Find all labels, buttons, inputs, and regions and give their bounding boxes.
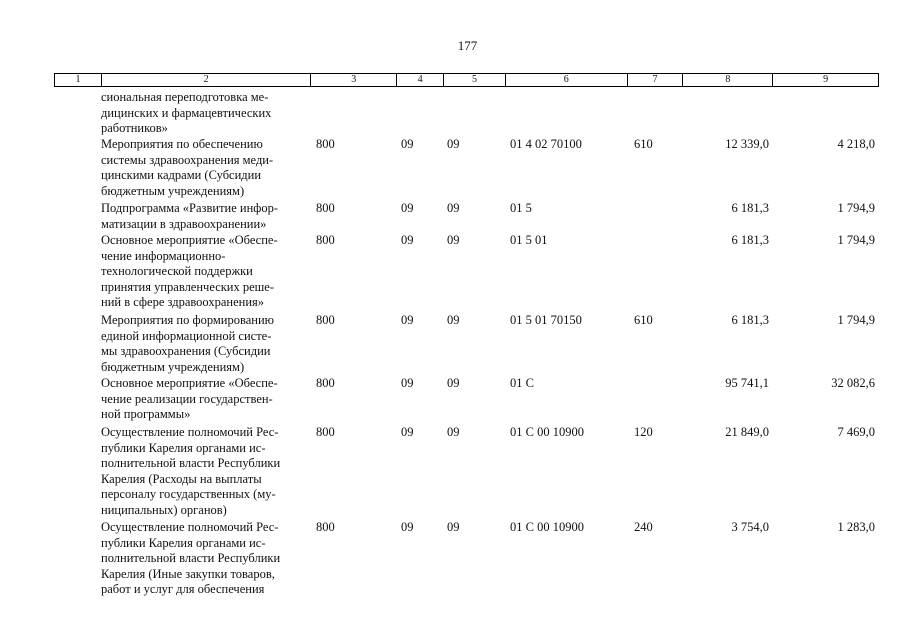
row-description: Мероприятия по обеспечению системы здравоохранения меди- цинскими кадрами (Субсидии бюджетным учреждениям) [101,137,274,198]
row-col7: 610 [634,137,653,151]
row-col8: 12 339,0 [725,137,769,151]
row-col5: 09 [447,201,460,215]
row-col5: 09 [447,137,460,151]
row-col7: 240 [634,520,653,534]
table-header [54,73,879,87]
row-col5: 09 [447,425,460,439]
column-header: 7 [628,74,684,86]
row-col3: 800 [316,425,335,439]
row-col3: 800 [316,201,335,215]
row-col3: 800 [316,233,335,247]
column-header: 2 [102,74,311,86]
row-col4: 09 [401,233,414,247]
column-header: 1 [55,74,102,86]
row-description: сиональная переподготовка ме- дицинских и фармацевтических работников» [101,90,272,136]
row-col9: 1 283,0 [837,520,875,534]
row-col5: 09 [447,313,460,327]
row-col3: 800 [316,520,335,534]
row-col9: 32 082,6 [831,376,875,390]
row-col4: 09 [401,201,414,215]
row-col9: 4 218,0 [837,137,875,151]
column-header: 6 [506,74,628,86]
row-description: Основное мероприятие «Обеспе- чение информационно- технологической поддержки принятия управленческих реше- ний в сфере здравоохранения» [101,233,278,310]
row-col6: 01 4 02 70100 [510,137,582,151]
page-number: 177 [457,38,478,53]
row-col6: 01 С 00 10900 [510,425,584,439]
row-col6: 01 5 01 [510,233,548,247]
row-description: Осуществление полномочий Рес- публики Карелия органами ис- полнительной власти Республики Карелия (Расходы на выплаты персоналу государственных (му- ниципальных) органов) [101,425,281,517]
row-col6: 01 С 00 10900 [510,520,584,534]
column-header: 3 [311,74,397,86]
row-col3: 800 [316,137,335,151]
row-col5: 09 [447,520,460,534]
row-col7: 610 [634,313,653,327]
row-col9: 1 794,9 [837,313,875,327]
row-col8: 6 181,3 [731,313,769,327]
row-col5: 09 [447,376,460,390]
row-col7: 120 [634,425,653,439]
row-col4: 09 [401,376,414,390]
row-col6: 01 С [510,376,534,390]
row-col3: 800 [316,313,335,327]
row-col8: 3 754,0 [731,520,769,534]
row-col4: 09 [401,137,414,151]
row-col9: 1 794,9 [837,201,875,215]
column-header: 8 [683,74,773,86]
column-header: 4 [397,74,444,86]
row-col5: 09 [447,233,460,247]
row-col8: 6 181,3 [731,201,769,215]
row-col6: 01 5 [510,201,532,215]
row-col8: 21 849,0 [725,425,769,439]
row-description: Подпрограмма «Развитие инфор- матизации в здравоохранении» [101,201,279,231]
row-description: Осуществление полномочий Рес- публики Карелия органами ис- полнительной власти Республики Карелия (Иные закупки товаров, работ и услуг для обеспечения [101,520,281,597]
row-col8: 6 181,3 [731,233,769,247]
row-description: Основное мероприятие «Обеспе- чение реализации государствен- ной программы» [101,376,278,422]
row-col9: 1 794,9 [837,233,875,247]
row-col3: 800 [316,376,335,390]
row-col4: 09 [401,313,414,327]
row-col6: 01 5 01 70150 [510,313,582,327]
row-col4: 09 [401,520,414,534]
column-header: 5 [444,74,506,86]
row-col4: 09 [401,425,414,439]
row-col8: 95 741,1 [725,376,769,390]
row-description: Мероприятия по формированию единой информационной систе- мы здравоохранения (Субсидии бюджетным учреждениям) [101,313,274,374]
column-header: 9 [823,74,829,85]
row-col9: 7 469,0 [837,425,875,439]
